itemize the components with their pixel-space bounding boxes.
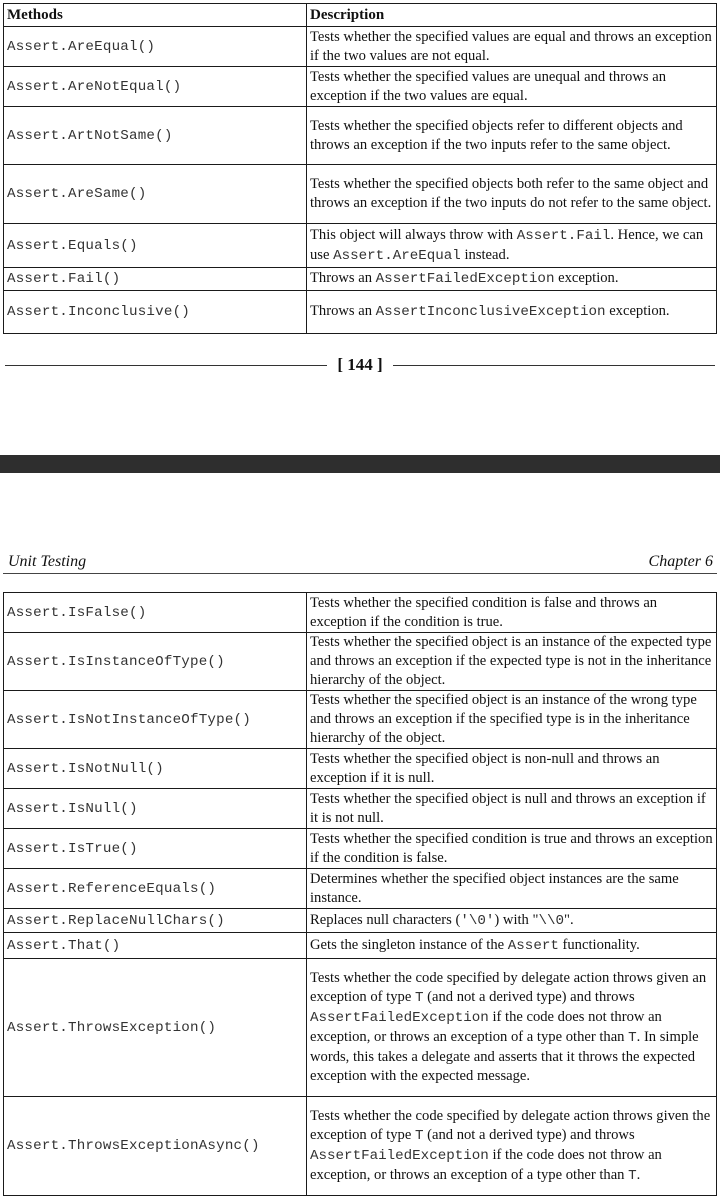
header-chapter: Chapter 6 [648, 553, 713, 570]
method-description-cell [307, 268, 717, 291]
description-text: Tests whether the specified values are unequal and throws an exception if the two values are equal. [310, 68, 666, 104]
description-text: if the code does not throw an exception, or throws an exception of a type other than [310, 1009, 662, 1045]
table-row [4, 959, 717, 1097]
description-text: Tests whether the specified objects both refer to the same object and throws an exception if the two inputs do not refer to the same object. [310, 176, 712, 211]
description-text: Tests whether the specified values are equal and throws an exception if the two values are not equal. [310, 28, 712, 64]
method-name-cell: Assert.ReplaceNullChars() [4, 909, 307, 933]
description-text: . Hence, we can use [310, 226, 704, 263]
table-row [4, 789, 717, 829]
inline-code: Assert.Fail [516, 227, 611, 244]
running-header [8, 549, 713, 571]
method-name-cell: Assert.ReferenceEquals() [4, 869, 307, 909]
method-description-cell [307, 165, 717, 224]
description-text: exception. [554, 270, 619, 286]
method-description-cell [307, 224, 717, 268]
column-header-description: Description [307, 4, 717, 27]
table-row [4, 107, 717, 165]
method-name-cell: Assert.ThrowsExceptionAsync() [4, 1097, 307, 1196]
method-name-cell: Assert.IsFalse() [4, 593, 307, 633]
description-text: Tests whether the specified object is non-null and throws an exception if it is null. [310, 750, 660, 786]
description-text: Tests whether the code specified by delegate action throws given an exception of type [310, 970, 707, 1005]
table-row [4, 909, 717, 933]
footer-rule-right [393, 365, 715, 366]
description-text: (and not a derived type) and throws [423, 1126, 635, 1143]
assert-methods-table-page1 [3, 3, 717, 334]
method-name-cell: Assert.IsNotNull() [4, 749, 307, 789]
method-name-cell: Assert.Fail() [4, 268, 307, 291]
inline-code: AssertFailedException [310, 1010, 489, 1026]
description-text: This object will always throw with [310, 226, 517, 243]
table-row [4, 224, 717, 268]
method-name-cell: Assert.AreEqual() [4, 27, 307, 67]
method-description-cell [307, 67, 717, 107]
inline-code: Assert.AreEqual [333, 247, 461, 264]
header-rule [3, 573, 717, 574]
header-book-section: Unit Testing [8, 553, 87, 570]
assert-methods-table-page2 [3, 592, 717, 1196]
description-text: Gets the singleton instance of the [310, 936, 508, 953]
table-row [4, 67, 717, 107]
table-row [4, 691, 717, 749]
description-text: exception. [605, 303, 670, 319]
method-description-cell [307, 107, 717, 165]
method-name-cell: Assert.IsNotInstanceOfType() [4, 691, 307, 749]
inline-code: T [414, 1127, 424, 1144]
description-text: Tests whether the specified object is null and throws an exception if it is not null. [310, 790, 706, 826]
method-name-cell: Assert.AreSame() [4, 165, 307, 224]
table-row [4, 869, 717, 909]
table-row [4, 933, 717, 959]
description-text: Tests whether the specified condition is true and throws an exception if the condition is false. [310, 830, 713, 866]
method-description-cell [307, 27, 717, 67]
method-description-cell [307, 933, 717, 959]
method-description-cell [307, 593, 717, 633]
inline-code: '\0' [460, 912, 495, 929]
page-number: [ 144 ] [337, 355, 383, 374]
method-description-cell [307, 789, 717, 829]
method-name-cell: Assert.IsInstanceOfType() [4, 633, 307, 691]
table-row [4, 749, 717, 789]
description-text: Replaces null characters ( [310, 911, 461, 928]
description-text: Throws an [310, 270, 376, 286]
description-text: if the code does not throw an exception, or throws an exception of a type other than [310, 1146, 662, 1183]
table-row [4, 268, 717, 291]
page-separator-band [0, 455, 720, 473]
table-row [4, 1097, 717, 1196]
method-description-cell [307, 749, 717, 789]
table-row [4, 291, 717, 334]
description-text: Determines whether the specified object instances are the same instance. [310, 870, 679, 906]
description-text: functionality. [558, 936, 640, 953]
method-name-cell: Assert.Inconclusive() [4, 291, 307, 334]
table-row [4, 633, 717, 691]
description-text: instead. [460, 246, 510, 263]
description-text: Throws an [310, 303, 376, 319]
method-description-cell [307, 1097, 717, 1196]
method-description-cell [307, 869, 717, 909]
method-name-cell: Assert.ArtNotSame() [4, 107, 307, 165]
description-text: Tests whether the specified object is an instance of the expected type and throws an exception if the expected type is not in the inheritance hierarchy of the object. [310, 634, 712, 688]
inline-code: T [628, 1167, 637, 1184]
method-description-cell [307, 291, 717, 334]
description-text: ) with " [494, 911, 539, 928]
method-name-cell: Assert.AreNotEqual() [4, 67, 307, 107]
inline-code: T [628, 1030, 637, 1046]
method-description-cell [307, 829, 717, 869]
method-description-cell [307, 633, 717, 691]
method-name-cell: Assert.IsTrue() [4, 829, 307, 869]
method-name-cell: Assert.ThrowsException() [4, 959, 307, 1097]
description-text: ". [564, 911, 574, 928]
description-text: (and not a derived type) and throws [423, 989, 635, 1005]
table-row [4, 829, 717, 869]
inline-code: Assert [507, 937, 559, 954]
method-description-cell [307, 909, 717, 933]
footer-rule-left [5, 365, 327, 366]
method-name-cell: Assert.IsNull() [4, 789, 307, 829]
description-text: . In simple words, this takes a delegate and asserts that it throws the expected exception with the expected message. [310, 1029, 699, 1084]
description-text: . [636, 1166, 641, 1183]
page-144 [0, 0, 720, 455]
method-name-cell: Assert.That() [4, 933, 307, 959]
description-text: Tests whether the specified objects refer to different objects and throws an exception if the two inputs refer to the same object. [310, 117, 683, 153]
table-header-row [4, 4, 717, 27]
inline-code: AssertInconclusiveException [375, 304, 606, 320]
inline-code: \\0 [538, 912, 564, 929]
description-text: Tests whether the specified object is an instance of the wrong type and throws an exception if the specified type is in the inheritance hierarchy of the object. [310, 692, 697, 746]
column-header-methods: Methods [4, 4, 307, 27]
inline-code: T [414, 990, 424, 1006]
inline-code: AssertFailedException [310, 1147, 489, 1164]
description-text: Tests whether the specified condition is false and throws an exception if the condition is true. [310, 594, 658, 630]
method-name-cell: Assert.Equals() [4, 224, 307, 268]
inline-code: AssertFailedException [375, 271, 555, 287]
table-row [4, 27, 717, 67]
method-description-cell [307, 959, 717, 1097]
method-description-cell [307, 691, 717, 749]
table-row [4, 593, 717, 633]
description-text: Tests whether the code specified by delegate action throws given the exception of type [310, 1107, 711, 1143]
page-footer [5, 354, 715, 376]
table-row [4, 165, 717, 224]
